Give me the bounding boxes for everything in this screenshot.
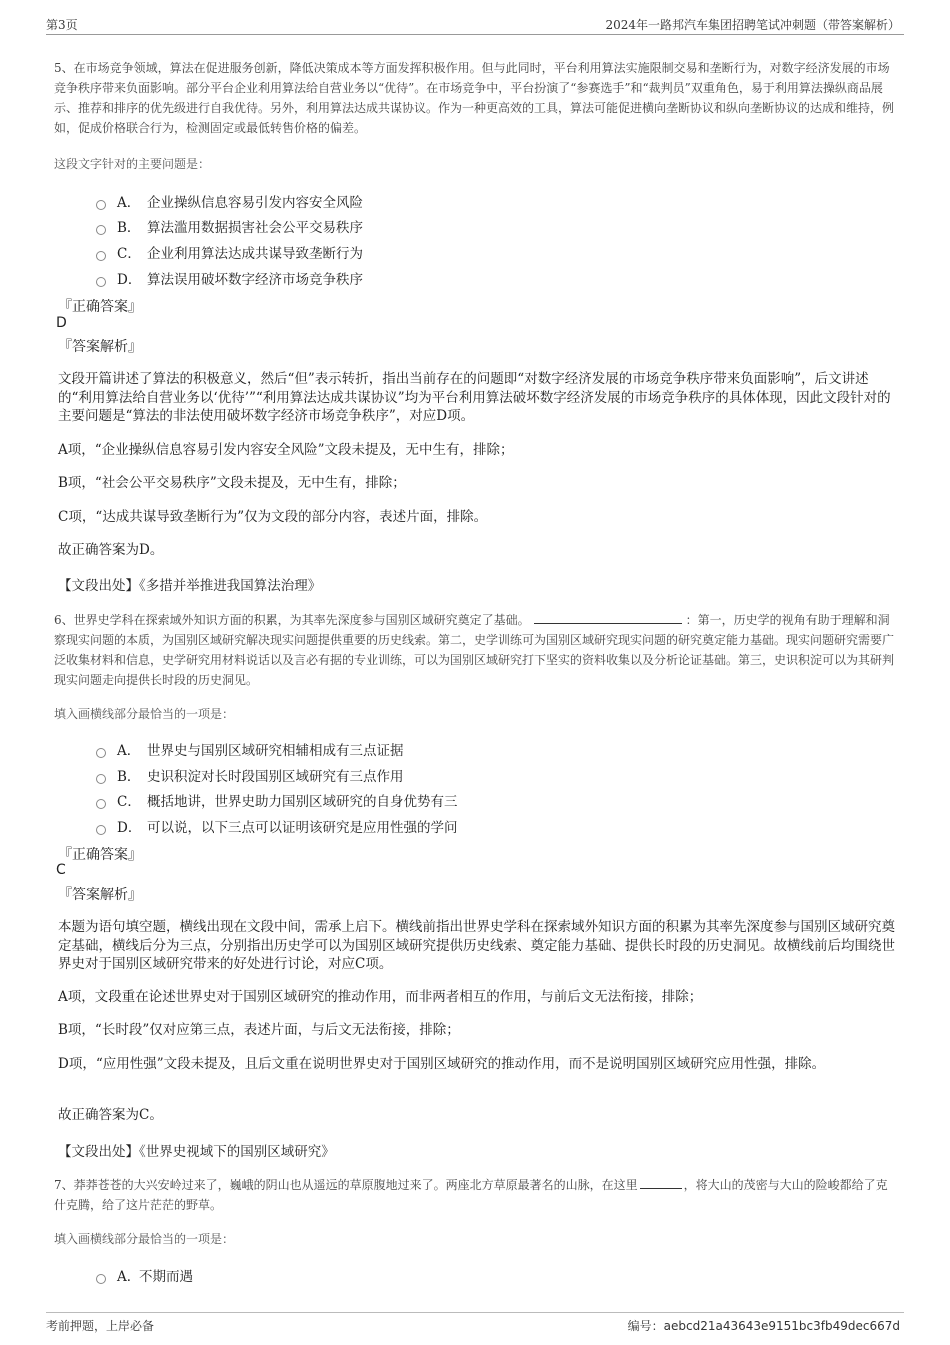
page-footer (46, 1312, 904, 1335)
radio-icon[interactable] (96, 825, 106, 835)
radio-icon[interactable] (96, 1274, 106, 1284)
q5-analysis-a: A项，“企业操纵信息容易引发内容安全风险”文段未提及，无中生有，排除； (58, 442, 514, 458)
q5-analysis-label: 『答案解析』 (58, 339, 142, 355)
fill-blank (534, 611, 682, 624)
q6-analysis-conclusion: 故正确答案为C。 (58, 1107, 163, 1123)
page-header (46, 14, 904, 35)
q6-option-a[interactable]: A． 世界史与国别区域研究相辅相成有三点证据 (96, 739, 404, 759)
q6-stem: 6、世界史学科在探索域外知识方面的积累，为其率先深度参与国别区域研究奠定了基础。 ：第一，历史学的视角有助于理解和洞察现实问题的本质，为国别区域研究解决现实问题提供重要的历史线索。第二，史学训练可为国别区域研究现实问题的研究奠定能力基础。现实问题研究需要广泛收集材料和信息，史学研究用材料说话以及言必有据的专业训练，可以为国别区域研究打下坚实的资料收集以及分析论证基础。第三，史识积淀可以为其研判现实问题走向提供长时段的历史洞见。 (54, 613, 895, 687)
q5-analysis-main: 文段开篇讲述了算法的积极意义，然后“但”表示转折，指出当前存在的问题即“对数字经济发展的市场竞争秩序带来负面影响”，后文讲述的“利用算法给自营业务以‘优待’”“利用算法达成共谋协议”均为平台利用算法破坏数字经济发展的市场竞争秩序的具体体现，因此文段针对的主要问题是“算法的非法使用破坏数字经济市场竞争秩序”，对应D项。 (58, 371, 891, 424)
footer-slogan: 考前押题，上岸必备 (46, 1319, 155, 1333)
q6-option-b[interactable]: B． 史识积淀对长时段国别区域研究有三点作用 (96, 765, 404, 785)
q5-correct-answer: D (56, 315, 67, 331)
page-number: 第3页 (46, 18, 78, 32)
q5-prompt: 这段文字针对的主要问题是： (54, 157, 211, 171)
q6-analysis-b: B项，“长时段”仅对应第三点，表述片面，与后文无法衔接，排除； (58, 1022, 460, 1038)
radio-icon[interactable] (96, 251, 106, 261)
q5-source: 【文段出处】《多措并举推进我国算法治理》 (58, 578, 322, 594)
document-title: 2024年一路邦汽车集团招聘笔试冲刺题（带答案解析） (605, 18, 900, 32)
document-code: 编号：aebcd21a43643e9151bc3fb49dec667d (627, 1319, 900, 1333)
q6-option-d[interactable]: D． 可以说，以下三点可以证明该研究是应用性强的学问 (96, 816, 458, 836)
radio-icon[interactable] (96, 225, 106, 235)
q5-analysis-b: B项，“社会公平交易秩序”文段未提及，无中生有，排除； (58, 475, 406, 491)
q6-analysis-a: A项，文段重在论述世界史对于国别区域研究的推动作用，而非两者相互的作用，与前后文无法衔接，排除； (58, 989, 703, 1005)
q6-correct-answer-label: 『正确答案』 (58, 847, 142, 863)
q5-option-a[interactable]: A． 企业操纵信息容易引发内容安全风险 (96, 191, 363, 211)
q6-correct-answer: C (56, 862, 66, 878)
q5-option-d[interactable]: D． 算法误用破坏数字经济市场竞争秩序 (96, 268, 363, 288)
radio-icon[interactable] (96, 277, 106, 287)
q5-correct-answer-label: 『正确答案』 (58, 299, 142, 315)
q6-source: 【文段出处】《世界史视域下的国别区域研究》 (58, 1144, 335, 1160)
radio-icon[interactable] (96, 748, 106, 758)
q7-option-a[interactable]: A．不期而遇 (96, 1265, 193, 1285)
q7-prompt: 填入画横线部分最恰当的一项是： (54, 1232, 235, 1246)
q6-analysis-label: 『答案解析』 (58, 887, 142, 903)
q5-analysis-conclusion: 故正确答案为D。 (58, 542, 164, 558)
radio-icon[interactable] (96, 799, 106, 809)
q6-option-c[interactable]: C． 概括地讲，世界史助力国别区域研究的自身优势有三 (96, 790, 458, 810)
q5-option-c[interactable]: C． 企业利用算法达成共谋导致垄断行为 (96, 242, 363, 262)
q5-stem: 5、在市场竞争领域，算法在促进服务创新，降低决策成本等方面发挥积极作用。但与此同时，平台利用算法实施限制交易和垄断行为，对数字经济发展的市场竞争秩序带来负面影响。部分平台企业利用算法给自营业务以“优待”。在市场竞争中，平台扮演了“参赛选手”和“裁判员”双重角色，易于利用算法操纵商品展示、推荐和排序的优先级进行自我优待。另外，利用算法达成共谋协议。作为一种更高效的工具，算法可能促进横向垄断协议和纵向垄断协议的达成和维持，例如，促成价格联合行为，检测固定或最低转售价格的偏差。 (54, 61, 895, 135)
radio-icon[interactable] (96, 200, 106, 210)
q6-analysis-d: D项，“应用性强”文段未提及，且后文重在说明世界史对于国别区域研究的推动作用，而不是说明国别区域研究应用性强，排除。 (58, 1056, 826, 1072)
fill-blank (640, 1176, 682, 1189)
q5-option-b[interactable]: B． 算法滥用数据损害社会公平交易秩序 (96, 216, 363, 236)
q5-analysis-c: C项，“达成共谋导致垄断行为”仅为文段的部分内容，表述片面，排除。 (58, 509, 488, 525)
q6-analysis-main: 本题为语句填空题，横线出现在文段中间，需承上启下。横线前指出世界史学科在探索域外知识方面的积累为其率先深度参与国别区域研究奠定基础，横线后分为三点，分别指出历史学可以为国别区域研究提供历史线索、奠定能力基础、提供长时段的历史洞见。故横线前后均围绕世界史对于国别区域研究带来的好处进行讨论，对应C项。 (58, 919, 895, 972)
radio-icon[interactable] (96, 774, 106, 784)
q6-prompt: 填入画横线部分最恰当的一项是： (54, 707, 235, 721)
q7-stem: 7、莽莽苍苍的大兴安岭过来了，巍峨的阴山也从遥远的草原腹地过来了。两座北方草原最著名的山脉，在这里 ，将大山的茂密与大山的险峻都给了克什克腾，给了这片茫茫的野草。 (54, 1178, 888, 1212)
